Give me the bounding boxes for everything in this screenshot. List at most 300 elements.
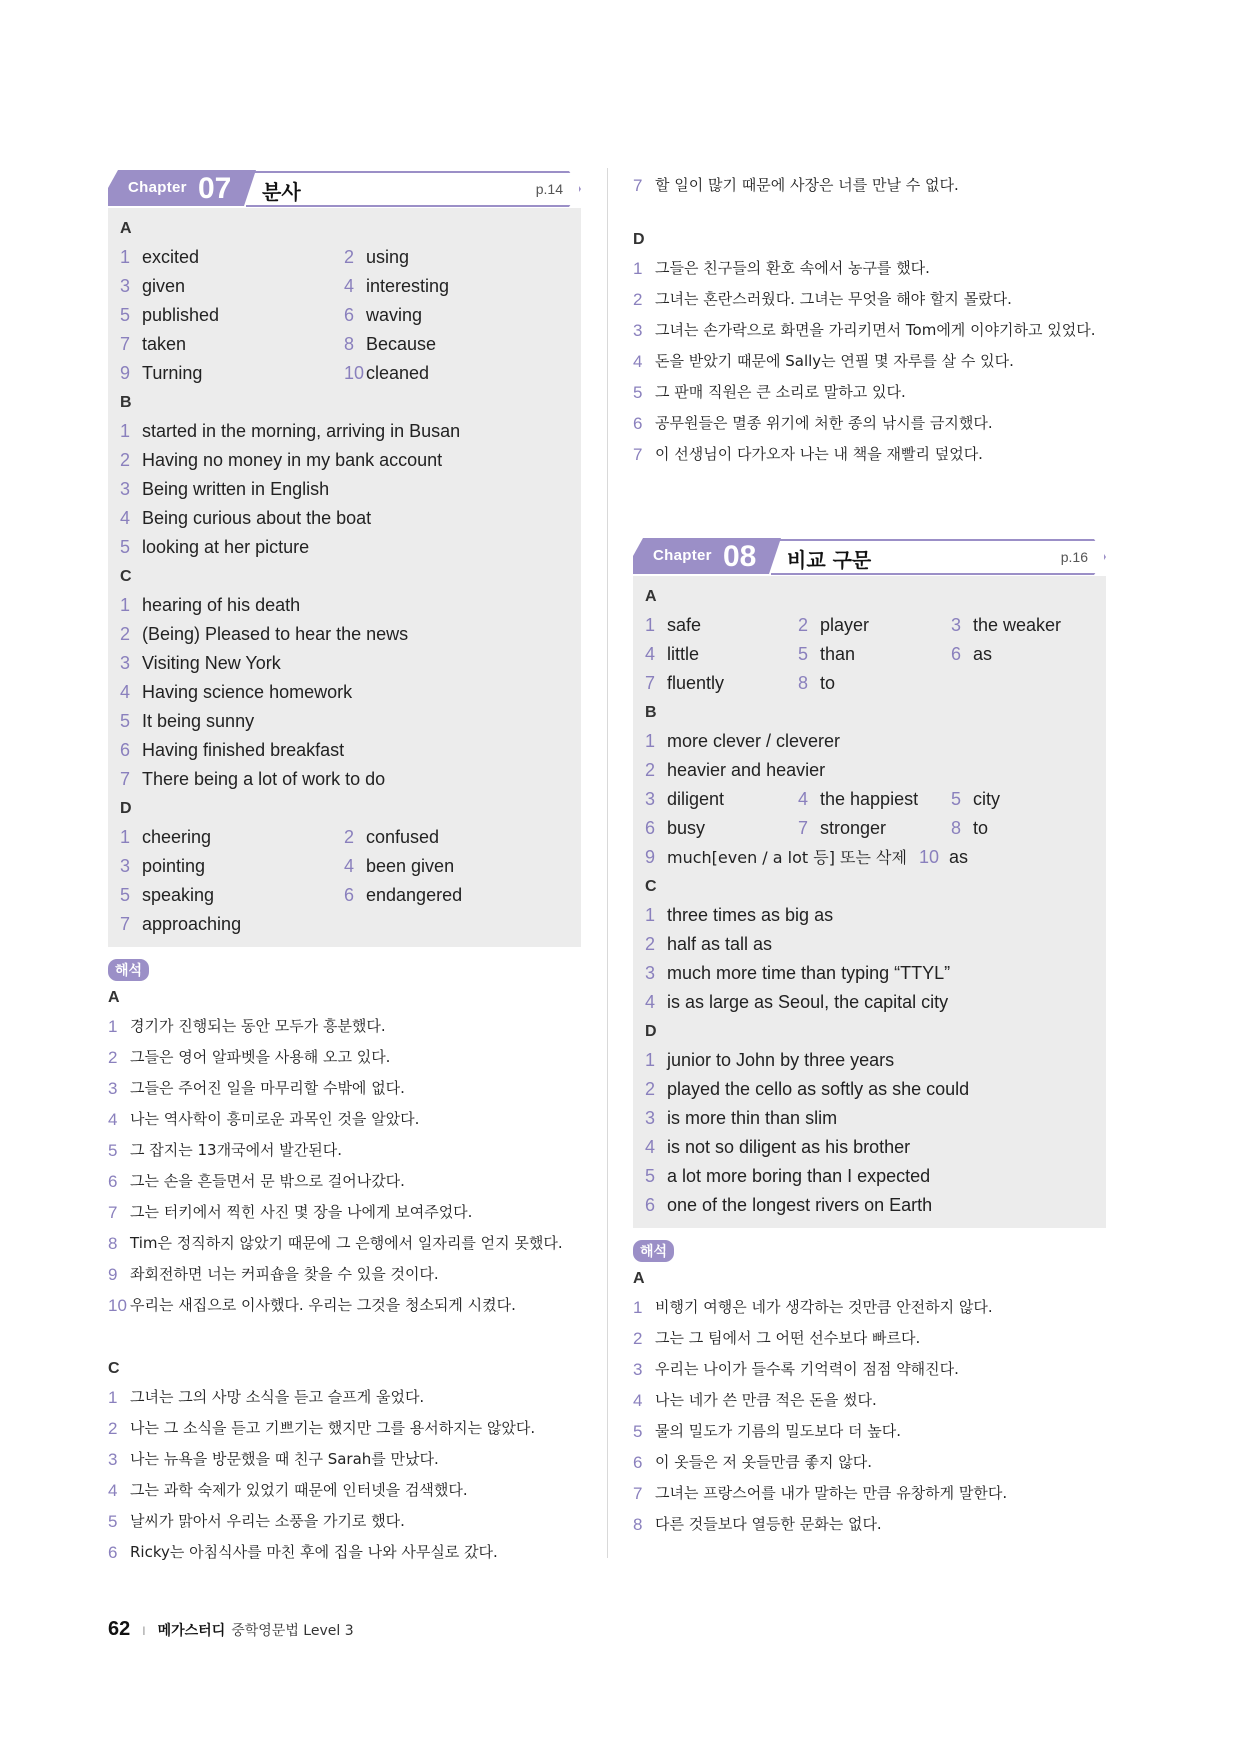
answer-item (633, 1509, 882, 1540)
answer-item (633, 439, 983, 470)
answer-row (645, 1075, 1094, 1104)
item-number: 5 (120, 711, 131, 731)
translation-row (633, 315, 1106, 346)
answer-item (633, 1292, 993, 1323)
translation-row (633, 284, 1106, 315)
section-label: A (120, 220, 132, 237)
item-text: given (142, 276, 186, 296)
item-text: Being written in English (142, 479, 330, 499)
item-number: 7 (120, 914, 131, 934)
translation-row (633, 408, 1106, 439)
answer-item (645, 1104, 837, 1133)
item-text: junior to John by three years (667, 1050, 895, 1070)
item-text: 좌회전하면 너는 커피숍을 찾을 수 있을 것이다. (130, 1265, 439, 1283)
answer-item (120, 301, 344, 330)
item-text: taken (142, 334, 187, 354)
answer-item (120, 823, 344, 852)
item-number: 2 (633, 1329, 643, 1348)
haeseok-badge: 해석 (108, 959, 149, 981)
item-text: is as large as Seoul, the capital city (667, 992, 949, 1012)
page-footer (108, 1618, 354, 1641)
item-text: 나는 역사학이 흥미로운 과목인 것을 알았다. (130, 1110, 420, 1128)
translation-row (108, 1444, 581, 1475)
section-label: C (645, 878, 657, 895)
answer-item (633, 284, 1012, 315)
answer-item (645, 988, 948, 1017)
answer-item (120, 446, 442, 475)
answer-row (645, 669, 1094, 698)
item-number: 3 (120, 479, 131, 499)
item-text: 날씨가 맑아서 우리는 소풍을 가기로 했다. (130, 1512, 405, 1530)
right-column (633, 170, 1106, 1540)
item-number: 6 (108, 1543, 118, 1562)
answer-item (120, 707, 254, 736)
answer-item (120, 330, 344, 359)
answer-item (108, 1166, 405, 1197)
answer-item (645, 1133, 910, 1162)
item-text: 경기가 진행되는 동안 모두가 흥분했다. (130, 1017, 386, 1035)
answer-item (108, 1506, 405, 1537)
item-text: Being curious about the boat (142, 508, 372, 528)
item-text: safe (667, 615, 702, 635)
answer-item (108, 1197, 472, 1228)
item-number: 1 (645, 615, 656, 635)
item-text: one of the longest rivers on Earth (667, 1195, 933, 1215)
item-number: 10 (108, 1296, 127, 1315)
item-number: 2 (645, 760, 656, 780)
answer-item (645, 785, 798, 814)
section-label: D (633, 231, 645, 248)
item-number: 1 (120, 595, 131, 615)
item-number: 7 (798, 818, 809, 838)
answer-row (645, 1162, 1094, 1191)
item-text: the weaker (973, 615, 1062, 635)
answer-item (120, 852, 344, 881)
translation-row (108, 1104, 581, 1135)
answer-item (108, 1259, 439, 1290)
translations-c (108, 1382, 581, 1568)
translation-row (108, 1228, 581, 1259)
answer-row (120, 475, 569, 504)
answer-item (120, 504, 371, 533)
answer-row (645, 640, 1094, 669)
answer-item (108, 1382, 424, 1413)
answer-item (645, 1075, 969, 1104)
item-number: 4 (108, 1110, 118, 1129)
item-number: 6 (951, 644, 962, 664)
item-number: 1 (633, 259, 643, 278)
item-number: 1 (108, 1017, 118, 1036)
item-text: 그 판매 직원은 큰 소리로 말하고 있다. (655, 383, 906, 401)
item-text: excited (142, 247, 200, 267)
item-text: 그는 그 팀에서 그 어떤 선수보다 빠르다. (655, 1329, 921, 1347)
answer-row (120, 504, 569, 533)
answers-b (645, 727, 1094, 872)
answer-row (120, 446, 569, 475)
item-text: played the cello as softly as she could (667, 1079, 970, 1099)
chapter-07-answers (108, 208, 581, 947)
section-label: A (108, 989, 120, 1006)
item-number: 7 (120, 334, 131, 354)
answer-item (120, 678, 352, 707)
item-text: 나는 그 소식을 듣고 기쁘기는 했지만 그를 용서하지는 않았다. (130, 1419, 536, 1437)
answer-item (633, 253, 930, 284)
item-number: 2 (633, 290, 643, 309)
item-number: 8 (798, 673, 809, 693)
item-number: 6 (633, 414, 643, 433)
answer-row (120, 301, 569, 330)
item-number: 2 (344, 827, 355, 847)
answer-item (798, 669, 951, 698)
chapter-label: Chapter (128, 179, 187, 196)
item-number: 2 (108, 1419, 118, 1438)
item-number: 4 (645, 992, 656, 1012)
translation-row (108, 1382, 581, 1413)
item-number: 4 (120, 682, 131, 702)
item-text: (Being) Pleased to hear the news (142, 624, 409, 644)
answer-item (120, 881, 344, 910)
item-text: Having finished breakfast (142, 740, 345, 760)
answer-item (108, 1104, 419, 1135)
answer-item (951, 814, 1104, 843)
item-text: cheering (142, 827, 212, 847)
answer-item (108, 1073, 405, 1104)
item-text: been given (366, 856, 455, 876)
item-text: hearing of his death (142, 595, 301, 615)
item-number: 1 (645, 1050, 656, 1070)
item-number: 4 (633, 1391, 643, 1410)
answer-item (633, 170, 959, 201)
answer-item (951, 785, 1104, 814)
item-text: cleaned (366, 363, 430, 383)
answer-item (108, 1413, 535, 1444)
translation-row (108, 1073, 581, 1104)
item-number: 3 (108, 1450, 118, 1469)
item-text: It being sunny (142, 711, 255, 731)
answer-item (798, 785, 951, 814)
item-number: 8 (951, 818, 962, 838)
item-text: 이 옷들은 저 옷들만큼 좋지 않다. (655, 1453, 872, 1471)
item-number: 3 (645, 1108, 656, 1128)
item-number: 4 (344, 276, 355, 296)
item-text: Turning (142, 363, 203, 383)
item-number: 4 (798, 789, 809, 809)
item-text: speaking (142, 885, 215, 905)
item-number: 8 (108, 1234, 118, 1253)
item-text: interesting (366, 276, 450, 296)
item-text: much more time than typing “TTYL” (667, 963, 951, 983)
item-number: 3 (108, 1079, 118, 1098)
answer-row (120, 649, 569, 678)
answer-item (344, 881, 568, 910)
item-text: diligent (667, 789, 725, 809)
translation-row (633, 253, 1106, 284)
left-column (108, 170, 581, 1568)
item-number: 6 (645, 1195, 656, 1215)
item-text: 그는 손을 흔들면서 문 밖으로 걸어나갔다. (130, 1172, 405, 1190)
answer-item (344, 301, 568, 330)
translation-row (108, 1011, 581, 1042)
translation-row (108, 1290, 581, 1321)
chapter-number: 08 (723, 540, 757, 573)
answer-item (645, 669, 798, 698)
item-text: endangered (366, 885, 463, 905)
book-title: 중학영문법 Level 3 (231, 1623, 354, 1639)
item-number: 1 (633, 1298, 643, 1317)
item-number: 3 (633, 321, 643, 340)
answer-row (120, 736, 569, 765)
answer-row (645, 930, 1094, 959)
answer-row (645, 785, 1094, 814)
item-number: 4 (645, 644, 656, 664)
item-number: 6 (120, 740, 131, 760)
answer-item (645, 756, 825, 785)
item-number: 4 (633, 352, 643, 371)
answer-row (120, 707, 569, 736)
translation-row (633, 1509, 1106, 1540)
translation-row (633, 1478, 1106, 1509)
item-number: 6 (344, 305, 355, 325)
item-text: 그들은 주어진 일을 마무리할 수밖에 없다. (130, 1079, 405, 1097)
section-label: D (120, 800, 132, 817)
answer-item (951, 640, 1104, 669)
chapter-page-ref: p.16 (1060, 549, 1088, 565)
item-text: published (142, 305, 220, 325)
section-label: C (108, 1360, 120, 1377)
item-text: 그는 터키에서 찍힌 사진 몇 장을 나에게 보여주었다. (130, 1203, 473, 1221)
item-text: 그 잡지는 13개국에서 발간된다. (130, 1141, 343, 1159)
item-text: Visiting New York (142, 653, 281, 673)
translation-row (108, 1506, 581, 1537)
answer-item (108, 1290, 516, 1321)
item-text: pointing (142, 856, 206, 876)
section-label: B (120, 394, 132, 411)
item-number: 2 (120, 450, 131, 470)
answer-item (951, 611, 1104, 640)
answer-item (645, 930, 772, 959)
section-label: B (645, 704, 657, 721)
item-text: 할 일이 많기 때문에 사장은 너를 만날 수 없다. (655, 176, 959, 194)
answer-row (120, 823, 569, 852)
answer-row (120, 765, 569, 794)
answer-row (120, 272, 569, 301)
item-number: 9 (645, 847, 656, 867)
answer-row (645, 843, 1094, 872)
translation-row (633, 1354, 1106, 1385)
answer-item (120, 620, 408, 649)
answer-row (120, 678, 569, 707)
chapter-08-header (633, 538, 1106, 576)
answer-row (120, 533, 569, 562)
translation-row (108, 1537, 581, 1568)
item-text: 우리는 나이가 들수록 기억력이 점점 약해진다. (655, 1360, 959, 1378)
answer-item (344, 330, 568, 359)
answers-a (120, 243, 569, 388)
item-text: half as tall as (667, 934, 773, 954)
answer-row (120, 330, 569, 359)
item-number: 5 (120, 537, 131, 557)
item-number: 5 (108, 1512, 118, 1531)
translation-row (108, 1475, 581, 1506)
item-text: the happiest (820, 789, 919, 809)
item-number: 2 (645, 934, 656, 954)
item-text: little (667, 644, 700, 664)
answer-item (120, 272, 344, 301)
answer-item (645, 814, 798, 843)
item-number: 7 (633, 445, 643, 464)
answers-d (120, 823, 569, 939)
answer-item (645, 1046, 894, 1075)
item-number: 5 (108, 1141, 118, 1160)
item-number: 6 (645, 818, 656, 838)
item-number: 9 (120, 363, 131, 383)
answer-item (120, 533, 309, 562)
answer-item (633, 1354, 959, 1385)
answer-item (633, 315, 1096, 346)
answer-item (344, 823, 568, 852)
item-number: 5 (633, 1422, 643, 1441)
translation-row (633, 1447, 1106, 1478)
answer-item (108, 1475, 468, 1506)
answer-row (120, 359, 569, 388)
item-text: as (973, 644, 993, 664)
translations-a (108, 1011, 581, 1321)
translation-row (633, 1385, 1106, 1416)
item-number: 3 (120, 856, 131, 876)
item-text: player (820, 615, 870, 635)
answer-row (645, 1104, 1094, 1133)
answer-row (645, 756, 1094, 785)
section-label: A (645, 588, 657, 605)
chapter-label: Chapter (653, 547, 712, 564)
answer-row (645, 814, 1094, 843)
answer-item (120, 765, 385, 794)
footer-separator: I (142, 1624, 146, 1638)
item-number: 7 (633, 1484, 643, 1503)
translation-row (633, 1323, 1106, 1354)
translations-a (633, 1292, 1106, 1540)
item-text: is more thin than slim (667, 1108, 838, 1128)
chapter-08-answers (633, 576, 1106, 1228)
answers-d (645, 1046, 1094, 1220)
section-label: D (645, 1023, 657, 1040)
answer-item (120, 475, 329, 504)
item-number: 6 (108, 1172, 118, 1191)
section-label: A (633, 1270, 645, 1287)
item-number: 3 (633, 1360, 643, 1379)
item-text: to (973, 818, 989, 838)
answer-item (120, 736, 344, 765)
answer-item (633, 1478, 1007, 1509)
item-number: 4 (344, 856, 355, 876)
translation-row (108, 1042, 581, 1073)
answer-item (645, 1162, 930, 1191)
item-number: 1 (120, 827, 131, 847)
answer-item (798, 814, 951, 843)
item-number: 2 (645, 1079, 656, 1099)
item-text: Ricky는 아침식사를 마친 후에 집을 나와 사무실로 갔다. (130, 1543, 498, 1561)
item-text: 우리는 새집으로 이사했다. 우리는 그것을 청소되게 시켰다. (130, 1296, 516, 1314)
chapter-page-ref: p.14 (535, 181, 563, 197)
item-text: Having no money in my bank account (142, 450, 443, 470)
item-number: 8 (344, 334, 355, 354)
answer-item (645, 611, 798, 640)
answers-b (120, 417, 569, 562)
translation-row (108, 1413, 581, 1444)
item-text: more clever / cleverer (667, 731, 841, 751)
item-number: 5 (951, 789, 962, 809)
answer-item (120, 910, 344, 939)
answer-item (108, 1135, 342, 1166)
item-number: 3 (120, 653, 131, 673)
chapter-07-header (108, 170, 581, 208)
answer-item (633, 377, 906, 408)
answer-item (108, 1444, 439, 1475)
answer-row (120, 881, 569, 910)
item-text: 그녀는 혼란스러웠다. 그녀는 무엇을 해야 할지 몰랐다. (655, 290, 1012, 308)
item-number: 9 (108, 1265, 118, 1284)
item-text: Tim은 정직하지 않았기 때문에 그 은행에서 일자리를 얻지 못했다. (130, 1234, 563, 1252)
item-text: city (973, 789, 1000, 809)
chapter-title: 비교 구문 (787, 548, 872, 572)
item-number: 3 (951, 615, 962, 635)
answer-item (108, 1011, 386, 1042)
item-number: 5 (633, 383, 643, 402)
item-text: 그녀는 그의 사망 소식을 듣고 슬프게 울었다. (130, 1388, 425, 1406)
item-text: 그는 과학 숙제가 있었기 때문에 인터넷을 검색했다. (130, 1481, 468, 1499)
answer-item (645, 727, 840, 756)
answer-item (108, 1042, 390, 1073)
answer-item (798, 611, 951, 640)
answer-row (120, 591, 569, 620)
answer-row (645, 1046, 1094, 1075)
answer-row (645, 901, 1094, 930)
item-text: 나는 뉴욕을 방문했을 때 친구 Sarah를 만났다. (130, 1450, 439, 1468)
answer-item (798, 640, 951, 669)
answer-item (633, 346, 1014, 377)
item-text: 공무원들은 멸종 위기에 처한 종의 낚시를 금지했다. (655, 414, 993, 432)
answer-row (645, 1191, 1094, 1220)
answer-item (633, 1323, 920, 1354)
item-number: 2 (798, 615, 809, 635)
item-text: using (366, 247, 410, 267)
answer-item (108, 1228, 563, 1259)
item-text: much[even / a lot 등] 또는 삭제 (667, 848, 907, 867)
haeseok-badge: 해석 (633, 1240, 674, 1262)
answer-row (120, 910, 569, 939)
answer-row (645, 611, 1094, 640)
chapter-title: 분사 (262, 180, 301, 204)
answer-row (120, 620, 569, 649)
item-number: 7 (633, 176, 643, 195)
item-text: 비행기 여행은 네가 생각하는 것만큼 안전하지 않다. (655, 1298, 993, 1316)
item-number: 3 (645, 789, 656, 809)
answer-item (633, 1416, 901, 1447)
item-text: There being a lot of work to do (142, 769, 386, 789)
translations-c-continued (633, 170, 1106, 201)
item-text: busy (667, 818, 706, 838)
answer-item (120, 591, 300, 620)
translation-row (108, 1135, 581, 1166)
answer-item (344, 852, 568, 881)
answer-row (120, 852, 569, 881)
item-number: 7 (120, 769, 131, 789)
item-number: 1 (120, 247, 131, 267)
translation-row (108, 1197, 581, 1228)
answer-item (344, 272, 568, 301)
item-number: 2 (344, 247, 355, 267)
item-number: 8 (633, 1515, 643, 1534)
